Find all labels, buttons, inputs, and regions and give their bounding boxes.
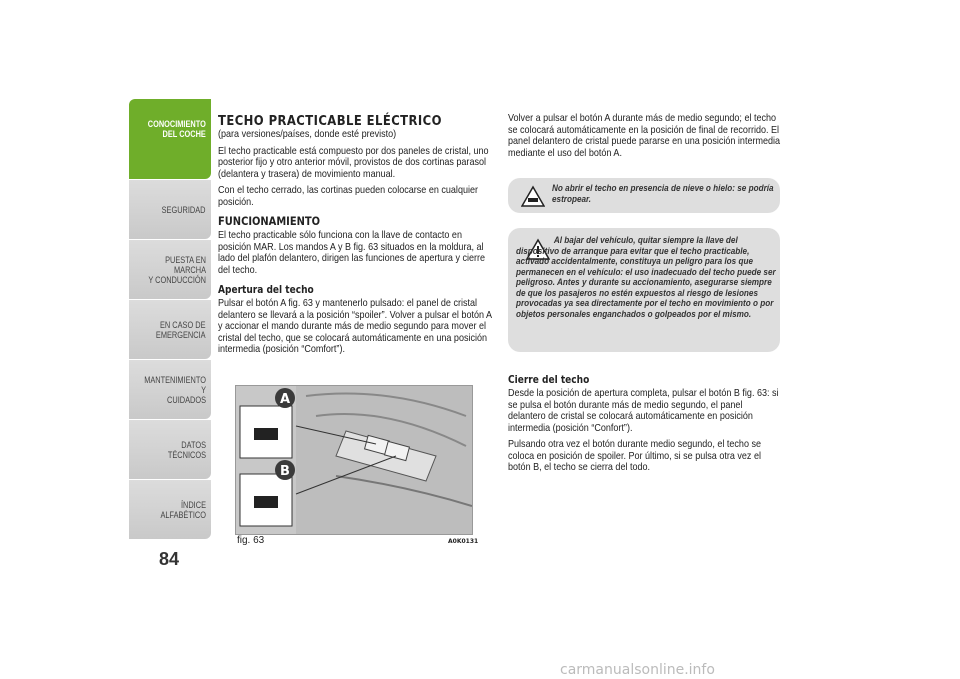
heading-funcionamiento: FUNCIONAMIENTO [218,214,321,228]
paragraph: El techo practicable sólo funciona con la llave de contacto en posición MAR. Los mandos A y B fig. 63 situados en la moldura, al lado del plafón delantero, dirigen las funciones de apertura y cierre del techo. [218,229,486,276]
paragraph: Volver a pulsar el botón A durante más de medio segundo; el techo se colocará automáticamente en la posición de final de recorrido. El panel delantero de cristal puede pararse en una posición intermedia mediante el uso del botón A. [508,112,781,159]
warning-box-key [508,228,780,352]
tab-conocimiento[interactable]: CONOCIMIENTO DEL COCHE [129,99,211,179]
label-b: B [280,464,290,479]
subtitle: (para versiones/países, donde esté previsto) [218,128,397,140]
watermark: carmanualsonline.info [560,662,715,678]
paragraph: Desde la posición de apertura completa, pulsar el botón B fig. 63: si se pulsa el botón durante más de medio segundo, el panel delantero de cristal se colocará automáticamente en posición intermedia (posición “Confort”). [508,387,779,434]
right-column-bottom [508,366,782,479]
figure-63 [235,385,473,535]
heading-cierre: Cierre del techo [508,374,590,386]
warning-box-snow [508,178,780,213]
chapter-sidebar [129,99,211,540]
figure-caption: fig. 63 [237,535,265,546]
tab-emergencia[interactable]: EN CASO DE EMERGENCIA [129,300,211,359]
section-title: TECHO PRACTICABLE ELÉCTRICO [218,113,442,129]
tab-datos-tecnicos[interactable]: DATOS TÉCNICOS [129,420,211,479]
right-column [508,113,782,164]
paragraph: Pulsando otra vez el botón durante medio segundo, el techo se coloca en posición de spoiler. Por último, si se pulsa otra vez el botón B, el techo se cierra del todo. [508,438,762,473]
warning-triangle-icon [521,185,545,207]
paragraph: Pulsar el botón A fig. 63 y mantenerlo pulsado: el panel de cristal delantero se llevará a la posición “spoiler”. Volver a pulsar el botón A y accionar el mando durante más de medio segundo para mover el cristal del techo, que se colocará automáticamente en una posición intermedia (posición “Comfort”). [218,297,492,355]
warning-text: Al bajar del vehículo, quitar siempre la llave del dispositivo de arranque para evitar que el techo practicable, activado accidentalmente, constituya un peligro para los que permanecen en el vehículo: el uso inadecuado del techo puede ser peligroso. Antes y durante su accionamiento, asegurarse siempre de que los pasajeros no estén expuestos al riesgo de lesiones provocadas ya sea directamente por el techo en movimiento o por objetos personales enganchados o golpeados por el mismo. [516,235,776,320]
warning-text: No abrir el techo en presencia de nieve o hielo: se podría estropear. [552,183,774,205]
tab-puesta-en-marcha[interactable]: PUESTA EN MARCHA Y CONDUCCIÓN [129,240,211,299]
tab-mantenimiento[interactable]: MANTENIMIENTO Y CUIDADOS [129,360,211,419]
page-number: 84 [159,549,180,569]
left-column [218,113,494,361]
label-a: A [279,392,291,407]
figure-code: A0K0131 [448,538,479,545]
tab-seguridad[interactable]: SEGURIDAD [129,180,211,239]
heading-apertura: Apertura del techo [218,284,314,296]
paragraph: El techo practicable está compuesto por dos paneles de cristal, uno posterior fijo y otro anterior móvil, provistos de dos cortinas parasol (delantera y trasera) de movimiento manual. [218,144,489,180]
tab-indice[interactable]: ÍNDICE ALFABÉTICO [129,480,211,539]
paragraph: Con el techo cerrado, las cortinas pueden colocarse en cualquier posición. [218,184,479,208]
roof-controls-illustration [236,386,472,534]
